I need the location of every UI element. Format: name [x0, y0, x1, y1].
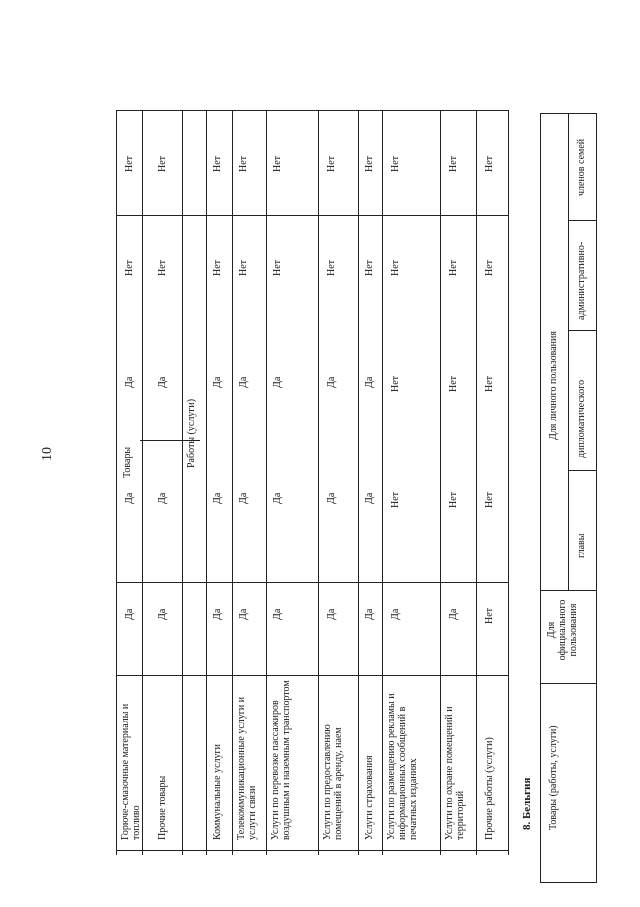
cell-admin: Нет [212, 259, 223, 276]
cell-family: Нет [364, 155, 375, 172]
cell-heads: Да [238, 492, 249, 504]
cell-admin: Нет [326, 259, 337, 276]
cell-family: Нет [157, 155, 168, 172]
table-border [116, 582, 509, 583]
cell-diplomatic: Нет [390, 375, 401, 392]
cell-diplomatic: Нет [448, 375, 459, 392]
row-label: Услуги страхования [364, 755, 375, 840]
cell-official: Да [212, 608, 223, 620]
cell-diplomatic: Да [238, 376, 249, 388]
cell-heads: Да [157, 492, 168, 504]
row-label: Услуги по перевозке пассажиров воздушным и наземным транспортом [270, 680, 292, 840]
cell-official: Нет [484, 607, 495, 624]
row-divider [440, 110, 441, 855]
cell-official: Да [124, 608, 135, 620]
cell-admin: Нет [448, 259, 459, 276]
cell-admin: Нет [157, 259, 168, 276]
cell-heads: Нет [448, 491, 459, 508]
row-divider [182, 110, 183, 855]
cell-official: Да [390, 608, 401, 620]
cell-family: Нет [124, 155, 135, 172]
table-border [116, 850, 509, 851]
row-label: Прочие товары [157, 775, 168, 840]
cell-heads: Да [212, 492, 223, 504]
cell-diplomatic: Да [157, 376, 168, 388]
row-divider [382, 110, 383, 855]
cell-official: Да [272, 608, 283, 620]
row-divider [206, 110, 207, 855]
table-border [540, 113, 541, 882]
table-border [568, 470, 597, 471]
section-heading: 8. Бельгия [521, 777, 533, 830]
cell-admin: Нет [484, 259, 495, 276]
cell-family: Нет [448, 155, 459, 172]
cell-admin: Нет [124, 259, 135, 276]
table-border [596, 113, 597, 882]
cell-heads: Да [326, 492, 337, 504]
cell-admin: Нет [238, 259, 249, 276]
cell-admin: Нет [390, 259, 401, 276]
column-header-goods: Товары (работы, услуги) [548, 725, 559, 830]
cell-heads: Нет [484, 491, 495, 508]
subheader-heads: главы [576, 533, 587, 558]
cell-heads: Да [124, 492, 135, 504]
row-label: Услуги по размещению рекламы и информационных сообщений в печатных изданиях [386, 693, 419, 840]
row-divider [232, 110, 233, 855]
section-goods-header: Товары [122, 446, 133, 478]
column-header-official: Для официального пользования [546, 599, 579, 661]
cell-diplomatic: Нет [484, 375, 495, 392]
row-label: Горюче-смазочные материалы и топливо [120, 703, 142, 840]
row-divider [476, 110, 477, 855]
row-label: Прочие работы (услуги) [484, 737, 495, 840]
table-border [116, 110, 509, 111]
cell-official: Да [448, 608, 459, 620]
row-label: Услуги по охране помещений и территорий [444, 706, 466, 840]
cell-diplomatic: Да [364, 376, 375, 388]
cell-diplomatic: Да [124, 376, 135, 388]
column-header-personal: Для личного пользования [548, 331, 559, 440]
table-border [540, 882, 597, 883]
cell-heads: Нет [390, 491, 401, 508]
cell-official: Да [238, 608, 249, 620]
cell-family: Нет [272, 155, 283, 172]
cell-family: Нет [326, 155, 337, 172]
table-border [116, 675, 509, 676]
table-border [116, 215, 509, 216]
cell-official: Да [157, 608, 168, 620]
subheader-admin: административно- [576, 241, 587, 320]
row-label: Телекоммуникационные услуги и услуги связи [236, 696, 258, 840]
table-border [568, 220, 597, 221]
subheader-diplomatic: дипломатического [576, 379, 587, 458]
cell-official: Да [364, 608, 375, 620]
row-divider [266, 110, 267, 855]
row-label: Услуги по предоставлению помещений в аренду, наем [322, 724, 344, 840]
cell-admin: Нет [364, 259, 375, 276]
cell-family: Нет [390, 155, 401, 172]
cell-family: Нет [484, 155, 495, 172]
table-border [568, 330, 597, 331]
table-border [508, 110, 509, 855]
cell-family: Нет [238, 155, 249, 172]
table-border [540, 683, 597, 684]
row-divider [318, 110, 319, 855]
cell-heads: Да [364, 492, 375, 504]
section-works-header: Работы (услуги) [186, 398, 197, 468]
cell-diplomatic: Да [212, 376, 223, 388]
row-divider [358, 110, 359, 855]
row-divider [568, 113, 569, 591]
cell-diplomatic: Да [326, 376, 337, 388]
subheader-family: членов семей [576, 138, 587, 196]
row-divider [142, 110, 143, 855]
table-border [116, 110, 117, 855]
cell-heads: Да [272, 492, 283, 504]
row-label: Коммунальные услуги [212, 744, 223, 840]
cell-admin: Нет [272, 259, 283, 276]
cell-official: Да [326, 608, 337, 620]
cell-family: Нет [212, 155, 223, 172]
page-number: 10 [40, 447, 55, 461]
cell-diplomatic: Да [272, 376, 283, 388]
